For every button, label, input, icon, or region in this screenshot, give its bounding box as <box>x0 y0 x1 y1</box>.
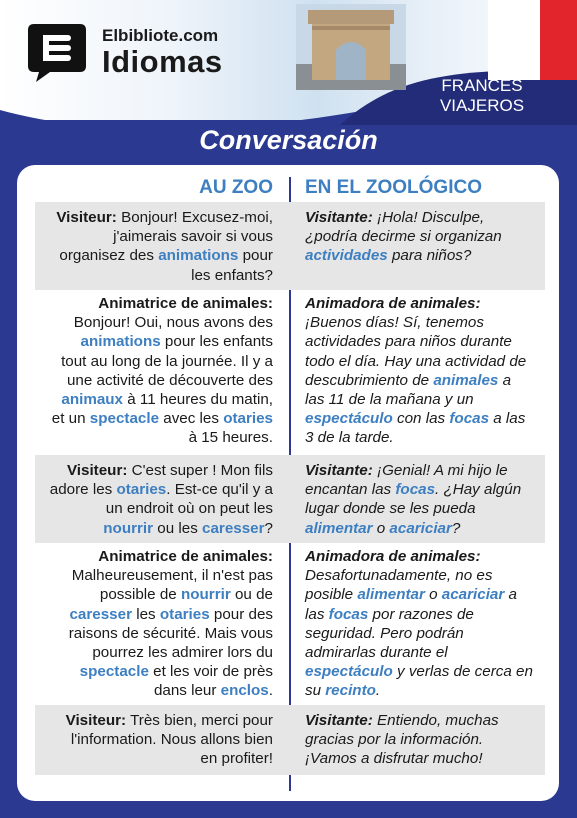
dialogue-text: su <box>305 682 326 700</box>
dialogue-text: . <box>268 682 273 700</box>
spanish-cell <box>305 461 537 538</box>
dialogue-text: à 11 heures du matin, <box>123 391 273 409</box>
keyword: animations <box>80 333 161 351</box>
dialogue-text: ¡Genial! A mi hijo le <box>377 462 508 479</box>
arc-de-triomphe-photo <box>296 4 406 90</box>
dialogue-text: gracias por la información. <box>305 731 484 749</box>
speech-bubble-logo-icon <box>26 22 88 84</box>
keyword: alimentar <box>357 586 425 604</box>
dialogue-text: avec les <box>159 410 224 428</box>
keyword: focas <box>449 410 490 428</box>
speaker-label: Visitante: <box>305 209 373 226</box>
column-header-french: AU ZOO <box>199 177 273 198</box>
dialogue-text: un endroit où on peut les <box>105 500 273 518</box>
dialogue-row <box>35 705 545 775</box>
dialogue-text: Bonjour! Excusez-moi, <box>121 209 273 226</box>
keyword: caresser <box>202 519 265 537</box>
dialogue-text: Malheureusement, il n'est pas <box>71 567 273 585</box>
dialogue-text: todo el día. Hay una actividad de <box>305 352 527 370</box>
dialogue-text: à 15 heures. <box>188 429 273 447</box>
dialogue-text: ? <box>451 519 461 537</box>
dialogue-text: et les voir de près <box>148 663 273 681</box>
dialogue-text: ¡Vamos a disfrutar mucho! <box>305 750 483 768</box>
french-cell <box>35 461 273 538</box>
keyword: alimentar <box>305 519 373 537</box>
dialogue-text: Bonjour! Oui, nous avons des <box>73 314 273 332</box>
dialogue-row <box>35 543 545 705</box>
dialogue-text: l'information. Nous allons bien <box>70 731 273 749</box>
dialogue-text: las <box>305 605 329 623</box>
keyword: acariciar <box>389 519 452 537</box>
speaker-label: Visiteur: <box>66 462 128 479</box>
keyword: nourrir <box>103 519 154 537</box>
category-language: FRANCÉS <box>441 76 523 95</box>
french-cell <box>35 547 273 701</box>
dialogue-text: pour les enfants <box>160 333 273 351</box>
dialogue-text: . ¿Hay algún <box>435 481 522 499</box>
keyword: actividades <box>305 247 388 265</box>
keyword: focas <box>328 605 369 623</box>
dialogue-text: con las <box>392 410 450 428</box>
french-flag-icon <box>488 0 577 80</box>
dialogue-text: a las <box>489 410 526 428</box>
dialogue-text: posible <box>305 586 358 604</box>
speaker-label: Animadora de animales: <box>305 295 481 312</box>
speaker-label: Visitante: <box>305 462 373 479</box>
speaker-label: Visiteur: <box>65 712 127 729</box>
french-cell <box>35 711 273 769</box>
dialogue-text: possible de <box>99 586 181 604</box>
dialogue-text: o <box>424 586 442 604</box>
spanish-cell <box>305 711 537 769</box>
dialogue-text: o <box>372 519 390 537</box>
dialogue-text: para niños? <box>387 247 472 265</box>
dialogue-text: dans leur <box>153 682 221 700</box>
dialogue-text: ou les <box>153 519 203 537</box>
keyword: spectacle <box>89 410 160 428</box>
dialogue-text: pour <box>238 247 273 265</box>
dialogue-text: 3 de la tarde. <box>305 429 394 447</box>
dialogue-text: et un <box>51 410 90 428</box>
dialogue-text: encantan las <box>305 481 396 499</box>
dialogue-text: a <box>504 586 517 604</box>
dialogue-text: seguridad. Pero podrán <box>305 624 464 642</box>
brand-name: Idiomas <box>102 44 223 79</box>
keyword: animations <box>158 247 239 265</box>
dialogue-text: en profiter! <box>200 750 273 768</box>
dialogue-text: por razones de <box>368 605 474 623</box>
category-topic: VIAJEROS <box>439 96 525 115</box>
spanish-cell <box>305 208 537 266</box>
dialogue-text: las 11 de la mañana y un <box>305 391 474 409</box>
dialogue-text: . <box>375 682 381 700</box>
spanish-cell <box>305 547 537 701</box>
brand-site: Elbibliote.com <box>102 26 219 45</box>
keyword: animales <box>433 371 499 389</box>
dialogue-text: y verlas de cerca en <box>392 663 533 681</box>
keyword: animaux <box>61 391 123 409</box>
keyword: enclos <box>220 682 269 700</box>
dialogue-row <box>35 202 545 290</box>
dialogue-text: actividades para niños durante <box>305 333 512 351</box>
keyword: acariciar <box>441 586 505 604</box>
dialogue-text: pourrez les admirer lors du <box>92 644 273 662</box>
keyword: espectáculo <box>305 663 393 681</box>
french-cell <box>35 208 273 285</box>
speaker-label: Animadora de animales: <box>305 548 481 565</box>
dialogue-text: les <box>132 605 160 623</box>
keyword: spectacle <box>79 663 149 681</box>
keyword: otaries <box>223 410 273 428</box>
dialogue-text: lugar donde se les pueda <box>305 500 476 518</box>
page-title: Conversación <box>199 125 378 155</box>
dialogue-text: tout au long de la journée. Il y a <box>61 352 273 370</box>
column-header-spanish: EN EL ZOOLÓGICO <box>305 177 482 198</box>
dialogue-text: . Est-ce qu'il y a <box>166 481 273 499</box>
dialogue-text: adore les <box>49 481 117 499</box>
keyword: recinto <box>325 682 376 700</box>
keyword: caresser <box>69 605 132 623</box>
keyword: focas <box>395 481 436 499</box>
dialogue-text: raisons de sécurité. Mais vous <box>68 624 273 642</box>
dialogue-text: j'aimerais savoir si vous <box>113 228 273 246</box>
keyword: otaries <box>116 481 167 499</box>
dialogue-text: ¿podría decirme si organizan <box>305 228 502 246</box>
dialogue-card <box>17 165 559 801</box>
speaker-label: Visiteur: <box>56 209 117 226</box>
dialogue-text: C'est super ! Mon fils <box>131 462 273 479</box>
speaker-label: Visitante: <box>305 712 373 729</box>
spanish-cell <box>305 294 537 448</box>
dialogue-text: pour des <box>209 605 273 623</box>
dialogue-text: a <box>498 371 512 389</box>
dialogue-text: ? <box>264 519 273 537</box>
dialogue-row <box>35 290 545 455</box>
dialogue-row <box>35 455 545 543</box>
dialogue-text: une activité de découverte des <box>66 371 273 389</box>
dialogue-text: ¡Hola! Disculpe, <box>377 209 485 226</box>
dialogue-text: Très bien, merci pour <box>130 712 273 729</box>
keyword: nourrir <box>180 586 231 604</box>
keyword: espectáculo <box>305 410 393 428</box>
speaker-label: Animatrice de animales: <box>98 548 273 565</box>
speaker-label: Animatrice de animales: <box>98 295 273 312</box>
dialogue-text: Entiendo, muchas <box>377 712 499 729</box>
dialogue-text: admirarlas durante el <box>305 644 448 662</box>
keyword: otaries <box>159 605 210 623</box>
header <box>0 0 577 125</box>
dialogue-text: ou de <box>230 586 273 604</box>
dialogue-text: descubrimiento de <box>305 371 434 389</box>
dialogue-text: organisez des <box>59 247 159 265</box>
dialogue-text: ¡Buenos días! Sí, tenemos <box>305 314 484 332</box>
dialogue-text: les enfants? <box>191 266 273 284</box>
french-cell <box>35 294 273 448</box>
dialogue-text: Desafortunadamente, no es <box>305 567 493 585</box>
